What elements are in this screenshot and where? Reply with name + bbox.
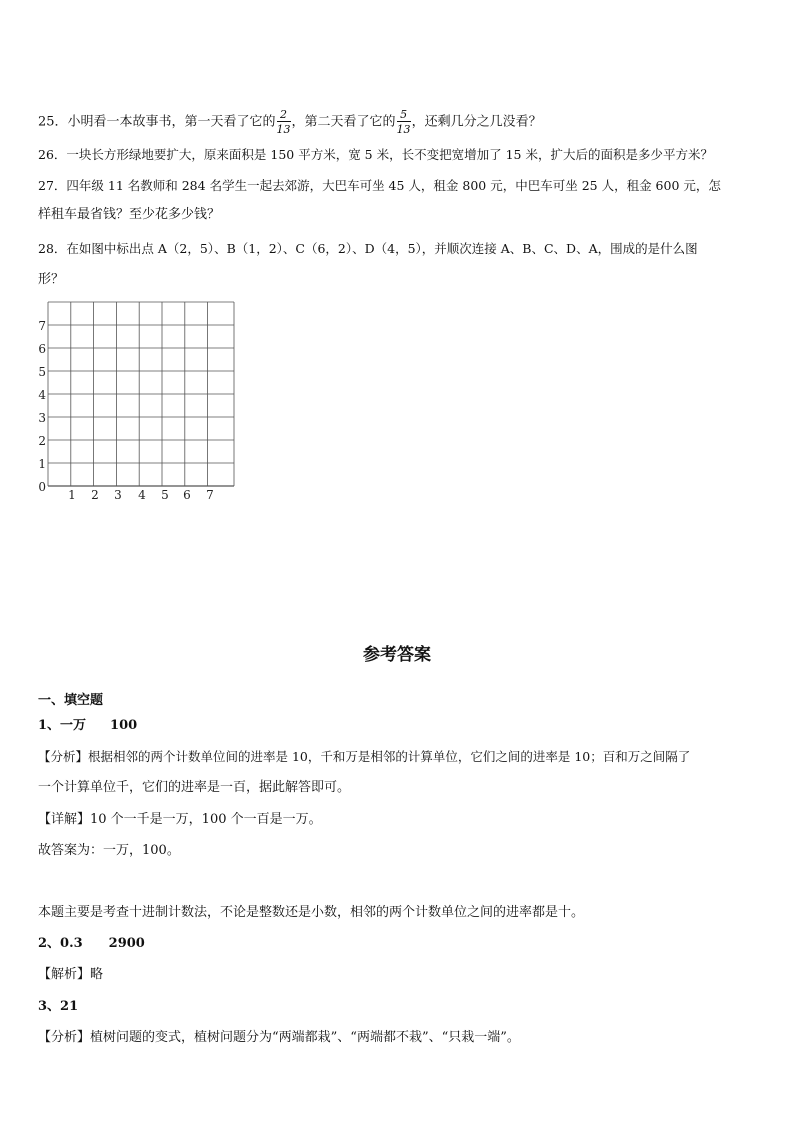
answer-2 bbox=[38, 935, 145, 953]
x-label-4: 4 bbox=[138, 488, 146, 502]
question-27-line-1: 27．四年级 11 名教师和 284 名学生一起去郊游，大巴车可坐 45 人，租金 800 元，中巴车可坐 25 人，租金 600 元，怎 bbox=[38, 178, 721, 193]
y-label-4: 4 bbox=[38, 388, 46, 402]
y-label-3: 3 bbox=[38, 411, 46, 425]
question-28-line-2: 形？ bbox=[38, 272, 65, 287]
answer-3-label: 3、21 bbox=[38, 999, 79, 1014]
answers-title: 参考答案 bbox=[363, 645, 431, 665]
fraction-2-13 bbox=[277, 108, 291, 136]
x-label-5: 5 bbox=[161, 488, 169, 502]
frac2-numerator: 5 bbox=[400, 108, 408, 121]
x-label-7: 7 bbox=[206, 488, 214, 502]
frac1-numerator: 2 bbox=[280, 108, 288, 121]
y-label-1: 1 bbox=[38, 457, 46, 471]
answer-1-detail: 【详解】10 个一千是一万，100 个一百是一万。 bbox=[38, 812, 322, 827]
answer-1 bbox=[38, 717, 137, 735]
grid-lines bbox=[48, 302, 234, 486]
y-label-6: 6 bbox=[38, 342, 46, 356]
frac2-denominator: 13 bbox=[396, 123, 411, 136]
q25-text-2: ，第二天看了它的 bbox=[291, 114, 396, 130]
x-label-2: 2 bbox=[91, 488, 99, 502]
answer-1-final: 故答案为：一万，100。 bbox=[38, 843, 180, 858]
x-label-1: 1 bbox=[68, 488, 76, 502]
answer-2-analysis: 【解析】略 bbox=[38, 967, 104, 982]
q25-text-1: 25．小明看一本故事书，第一天看了它的 bbox=[38, 114, 276, 130]
x-label-3: 3 bbox=[114, 488, 122, 502]
question-25 bbox=[38, 108, 542, 136]
answer-2-value: 2900 bbox=[108, 936, 145, 951]
answer-3-analysis: 【分析】植树问题的变式，植树问题分为“两端都栽”、“两端都不栽”、“只栽一端”。 bbox=[38, 1030, 520, 1045]
y-label-5: 5 bbox=[38, 365, 46, 379]
frac1-denominator: 13 bbox=[276, 123, 291, 136]
answer-1-label: 1、一万 bbox=[38, 718, 87, 733]
question-27-line-2: 样租车最省钱？至少花多少钱？ bbox=[38, 207, 221, 222]
answer-1-value: 100 bbox=[110, 718, 138, 733]
q25-text-3: ，还剩几分之几没看？ bbox=[411, 114, 542, 130]
coordinate-grid bbox=[36, 298, 246, 504]
y-label-2: 2 bbox=[38, 434, 46, 448]
answer-2-label: 2、0.3 bbox=[38, 936, 83, 951]
section-heading: 一、填空题 bbox=[38, 693, 104, 708]
y-label-7: 7 bbox=[38, 319, 46, 333]
answer-1-note: 本题主要是考查十进制计数法，不论是整数还是小数，相邻的两个计数单位之间的进率都是十。 bbox=[38, 905, 585, 920]
question-26: 26．一块长方形绿地要扩大，原来面积是 150 平方米，宽 5 米，长不变把宽增加了 15 米，扩大后的面积是多少平方米？ bbox=[38, 147, 713, 162]
fraction-5-13 bbox=[397, 108, 411, 136]
y-axis-labels bbox=[38, 319, 46, 494]
y-label-0: 0 bbox=[38, 480, 46, 494]
x-label-6: 6 bbox=[183, 488, 191, 502]
question-28-line-1: 28．在如图中标出点 A（2，5）、B（1，2）、C（6，2）、D（4，5），并顺次连接 A、B、C、D、A，围成的是什么图 bbox=[38, 241, 698, 256]
answer-1-analysis-line-1: 【分析】根据相邻的两个计数单位间的进率是 10，千和万是相邻的计算单位，它们之间的进率是 10；百和万之间隔了 bbox=[38, 749, 691, 764]
answer-1-analysis-line-2: 一个计算单位千，它们的进率是一百，据此解答即可。 bbox=[38, 780, 351, 795]
x-axis-labels bbox=[68, 488, 214, 502]
